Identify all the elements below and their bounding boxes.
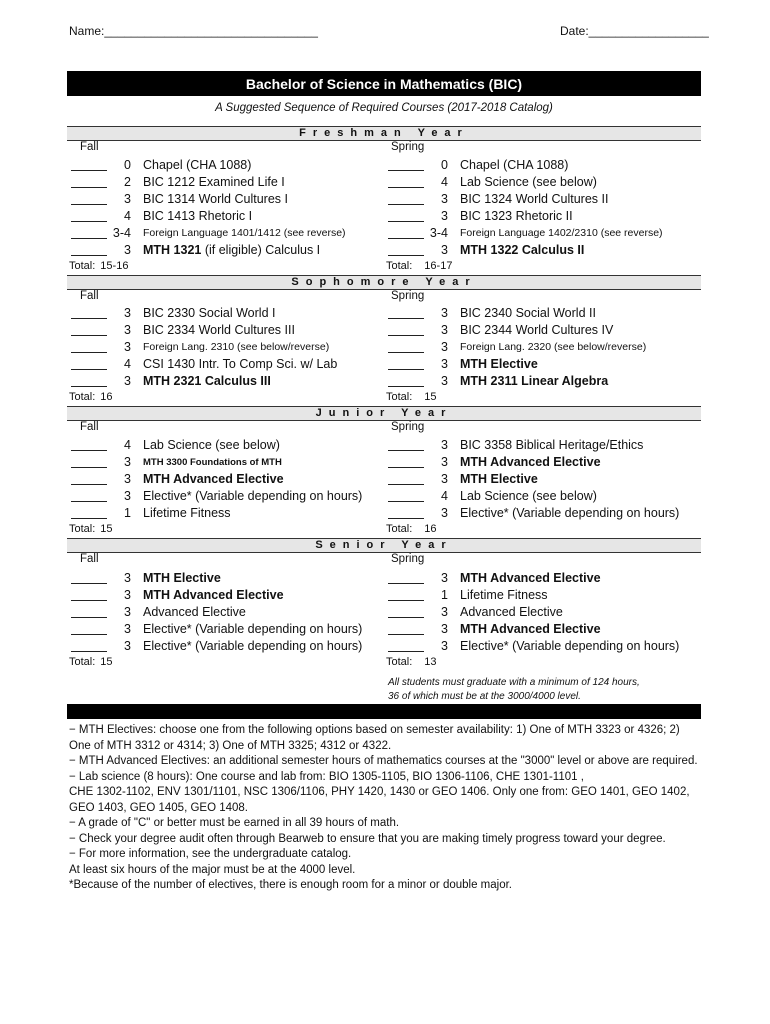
check-blank[interactable]: [71, 518, 107, 519]
course-row: [71, 191, 391, 208]
check-blank[interactable]: [71, 484, 107, 485]
check-blank[interactable]: [388, 583, 424, 584]
credit-hours: 3: [441, 455, 448, 469]
check-blank[interactable]: [71, 501, 107, 502]
credit-hours: 3: [124, 323, 131, 337]
course-row: [388, 356, 708, 373]
course-name: BIC 1314 World Cultures I: [143, 192, 288, 206]
check-blank[interactable]: [388, 221, 424, 222]
course-row: [388, 505, 708, 522]
course-row: [71, 208, 391, 225]
note-lab-science-cont: CHE 1302-1102, ENV 1301/1101, NSC 1306/1106, PHY 1420, 1430 or GEO 1406. Only one from: GEO 1401, GEO 1402, GEO 1403, GEO 1405, GEO 1408.: [69, 786, 690, 814]
credit-hours: 4: [441, 175, 448, 189]
check-blank[interactable]: [388, 187, 424, 188]
course-row: [388, 604, 708, 621]
section-divider-bar: [67, 704, 701, 719]
course-row: [71, 488, 391, 505]
credit-hours: 3: [441, 192, 448, 206]
check-blank[interactable]: [71, 335, 107, 336]
graduation-note: [388, 676, 708, 704]
course-name: Foreign Language 1401/1412 (see reverse): [143, 227, 346, 239]
check-blank[interactable]: [388, 204, 424, 205]
semester-total: [69, 260, 128, 273]
course-row: [71, 242, 391, 259]
total-value: 15: [100, 523, 113, 535]
course-name: Lab Science (see below): [460, 175, 597, 189]
credit-hours: 3: [124, 605, 131, 619]
total-label: Total:: [69, 260, 96, 272]
course-row: [388, 373, 708, 390]
course-name: Lab Science (see below): [460, 489, 597, 503]
check-blank[interactable]: [71, 369, 107, 370]
check-blank[interactable]: [388, 335, 424, 336]
graduation-note-line: All students must graduate with a minimum of 124 hours,: [388, 677, 640, 688]
course-row: [388, 454, 708, 471]
course-row: [71, 373, 391, 390]
credit-hours: 3: [124, 588, 131, 602]
course-row: [71, 225, 391, 242]
course-name: MTH 1322 Calculus II: [460, 243, 585, 257]
check-blank[interactable]: [71, 600, 107, 601]
semester-total: [386, 656, 437, 669]
course-row: [388, 208, 708, 225]
check-blank[interactable]: [388, 634, 424, 635]
credit-hours: 3: [124, 192, 131, 206]
total-label: Total:: [386, 523, 413, 535]
credit-hours: 4: [124, 357, 131, 371]
course-row: [71, 604, 391, 621]
year-title: Freshman Year: [299, 127, 469, 139]
check-blank[interactable]: [71, 221, 107, 222]
total-value: 15: [424, 391, 437, 403]
check-blank[interactable]: [388, 170, 424, 171]
credit-hours: 1: [441, 588, 448, 602]
course-name: MTH Advanced Elective: [460, 571, 601, 585]
credit-hours: 4: [441, 489, 448, 503]
credit-hours: 3-4: [429, 226, 448, 240]
check-blank[interactable]: [71, 450, 107, 451]
credit-hours: 4: [124, 209, 131, 223]
course-row: [71, 587, 391, 604]
course-name: BIC 3358 Biblical Heritage/Ethics: [460, 438, 644, 452]
check-blank[interactable]: [71, 617, 107, 618]
course-name: MTH Advanced Elective: [460, 455, 601, 469]
course-name: MTH Advanced Elective: [143, 588, 284, 602]
year-title: Sophomore Year: [291, 276, 477, 288]
credit-hours: 3: [441, 639, 448, 653]
spring-label: Spring: [391, 421, 425, 433]
course-name: MTH 2311 Linear Algebra: [460, 374, 609, 388]
check-blank[interactable]: [388, 386, 424, 387]
course-row: [71, 339, 391, 356]
course-name: Chapel (CHA 1088): [143, 158, 252, 172]
check-blank[interactable]: [388, 518, 424, 519]
course-row: [71, 621, 391, 638]
note-lab-science: − Lab science (8 hours): One course and lab from: BIO 1305-1105, BIO 1306-1106, CHE 1301-1101 ,: [69, 770, 584, 783]
check-blank[interactable]: [71, 204, 107, 205]
total-label: Total:: [69, 656, 96, 668]
credit-hours: 3: [124, 622, 131, 636]
total-label: Total:: [69, 391, 96, 403]
check-blank[interactable]: [388, 617, 424, 618]
course-row: [388, 305, 708, 322]
semester-total: [386, 523, 437, 536]
course-row: [388, 174, 708, 191]
course-row: [71, 174, 391, 191]
course-row: [388, 638, 708, 655]
course-name: MTH Advanced Elective: [143, 472, 284, 486]
course-name: Elective* (Variable depending on hours): [143, 622, 363, 636]
course-row: [71, 454, 391, 471]
course-name: Chapel (CHA 1088): [460, 158, 569, 172]
credit-hours: 3: [124, 472, 131, 486]
note-grade-requirement: − A grade of "C" or better must be earned in all 39 hours of math.: [69, 817, 400, 829]
credit-hours: 3: [441, 571, 448, 585]
course-row: [71, 638, 391, 655]
total-value: 13: [424, 656, 437, 668]
page-title: Bachelor of Science in Mathematics (BIC): [67, 71, 701, 96]
credit-hours: 3: [441, 472, 448, 486]
check-blank[interactable]: [388, 467, 424, 468]
year-header: [67, 126, 701, 141]
check-blank[interactable]: [388, 501, 424, 502]
credit-hours: 3: [441, 357, 448, 371]
course-name: Lifetime Fitness: [460, 588, 548, 602]
course-name: BIC 2340 Social World II: [460, 306, 596, 320]
course-row: [388, 471, 708, 488]
credit-hours: 4: [124, 438, 131, 452]
course-row: [71, 322, 391, 339]
course-row: [388, 242, 708, 259]
year-header: [67, 406, 701, 421]
course-name: MTH Elective: [460, 472, 538, 486]
course-name: Lab Science (see below): [143, 438, 280, 452]
check-blank[interactable]: [388, 600, 424, 601]
course-row: [71, 471, 391, 488]
credit-hours: 3: [441, 506, 448, 520]
course-row: [388, 157, 708, 174]
total-label: Total:: [386, 656, 413, 668]
course-row: [71, 570, 391, 587]
credit-hours: 3: [124, 340, 131, 354]
course-row: [71, 356, 391, 373]
course-name: MTH 2321 Calculus III: [143, 374, 271, 388]
course-row: [388, 225, 708, 242]
course-name: BIC 1212 Examined Life I: [143, 175, 285, 189]
note-degree-audit: − Check your degree audit often through Bearweb to ensure that you are making timely progress toward your degree.: [69, 832, 666, 845]
course-row: [71, 157, 391, 174]
check-blank[interactable]: [71, 170, 107, 171]
check-blank[interactable]: [388, 238, 424, 239]
course-name: BIC 1324 World Cultures II: [460, 192, 609, 206]
course-row: [388, 570, 708, 587]
check-blank[interactable]: [71, 187, 107, 188]
note-mth-electives: − MTH Electives: choose one from the following options based on semester availability: 1) One of MTH 3323 or 4326; 2) One of MTH 3312 or 4314; 3) One of MTH 3325; 4312 or 4322.: [69, 724, 680, 752]
course-row: [388, 488, 708, 505]
credit-hours: 0: [441, 158, 448, 172]
date-field[interactable]: Date:__________________: [560, 24, 709, 38]
credit-hours: 3: [441, 209, 448, 223]
note-4000-level: At least six hours of the major must be at the 4000 level.: [69, 863, 356, 876]
spring-label: Spring: [391, 290, 425, 302]
check-blank[interactable]: [71, 238, 107, 239]
credit-hours: 3: [124, 571, 131, 585]
course-row: [71, 505, 391, 522]
check-blank[interactable]: [71, 467, 107, 468]
note-mth-advanced-electives: − MTH Advanced Electives: an additional semester hours of mathematics courses at the "3000" level or above are required.: [69, 755, 698, 767]
check-blank[interactable]: [388, 450, 424, 451]
notes-section: [69, 723, 701, 894]
credit-hours: 1: [124, 506, 131, 520]
course-name: [143, 242, 320, 259]
check-blank[interactable]: [71, 255, 107, 256]
total-label: Total:: [69, 523, 96, 535]
semester-total: [386, 260, 452, 273]
course-name: MTH Advanced Elective: [460, 622, 601, 636]
name-field[interactable]: Name:________________________________: [69, 24, 318, 38]
fall-label: Fall: [80, 290, 99, 302]
check-blank[interactable]: [388, 651, 424, 652]
course-row: [388, 339, 708, 356]
credit-hours: 3: [124, 639, 131, 653]
year-title: Junior Year: [315, 407, 453, 419]
check-blank[interactable]: [388, 352, 424, 353]
course-name: CSI 1430 Intr. To Comp Sci. w/ Lab: [143, 357, 338, 371]
total-value: 15: [100, 656, 113, 668]
fall-label: Fall: [80, 141, 99, 153]
check-blank[interactable]: [71, 651, 107, 652]
total-value: 16: [100, 391, 113, 403]
check-blank[interactable]: [71, 318, 107, 319]
credit-hours: 3: [124, 489, 131, 503]
credit-hours: 3: [441, 438, 448, 452]
total-value: 16: [424, 523, 437, 535]
semester-total: [386, 391, 437, 404]
course-row: [388, 437, 708, 454]
course-name: BIC 2344 World Cultures IV: [460, 323, 614, 337]
credit-hours: 3: [441, 605, 448, 619]
course-code: MTH 1321: [143, 243, 202, 257]
note-minor: *Because of the number of electives, there is enough room for a minor or double major.: [69, 879, 512, 891]
credit-hours: 3: [441, 243, 448, 257]
course-name: MTH Elective: [143, 571, 221, 585]
course-name: MTH 3300 Foundations of MTH: [143, 457, 282, 468]
credit-hours: 2: [124, 175, 131, 189]
fall-label: Fall: [80, 553, 99, 565]
credit-hours: 3: [124, 243, 131, 257]
course-name: Elective* (Variable depending on hours): [143, 489, 363, 503]
course-row: [388, 621, 708, 638]
page-subtitle: A Suggested Sequence of Required Courses (2017-2018 Catalog): [215, 102, 553, 114]
total-label: Total:: [386, 391, 413, 403]
course-name: BIC 1323 Rhetoric II: [460, 209, 573, 223]
course-name: Foreign Language 1402/2310 (see reverse): [460, 227, 663, 239]
total-value: 15-16: [100, 260, 129, 272]
year-header: [67, 538, 701, 553]
semester-total: [69, 656, 113, 669]
total-value: 16-17: [424, 260, 453, 272]
credit-hours: 0: [124, 158, 131, 172]
credit-hours: 3: [441, 323, 448, 337]
credit-hours: 3: [124, 374, 131, 388]
course-name: Foreign Lang. 2310 (see below/reverse): [143, 341, 330, 353]
check-blank[interactable]: [388, 255, 424, 256]
check-blank[interactable]: [71, 583, 107, 584]
course-name: BIC 1413 Rhetoric I: [143, 209, 253, 223]
course-name: BIC 2330 Social World I: [143, 306, 276, 320]
semester-total: [69, 523, 113, 536]
course-desc: (if eligible) Calculus I: [201, 243, 321, 257]
spring-label: Spring: [391, 141, 425, 153]
credit-hours: 3: [441, 622, 448, 636]
check-blank[interactable]: [388, 484, 424, 485]
course-name: BIC 2334 World Cultures III: [143, 323, 295, 337]
course-row: [388, 191, 708, 208]
credit-hours: 3: [441, 306, 448, 320]
course-row: [71, 437, 391, 454]
credit-hours: 3: [441, 340, 448, 354]
credit-hours: 3: [124, 306, 131, 320]
course-name: Elective* (Variable depending on hours): [460, 639, 680, 653]
check-blank[interactable]: [388, 318, 424, 319]
course-name: Foreign Lang. 2320 (see below/reverse): [460, 341, 647, 353]
credit-hours: 3: [124, 455, 131, 469]
course-row: [388, 587, 708, 604]
total-label: Total:: [386, 260, 413, 272]
course-name: Lifetime Fitness: [143, 506, 231, 520]
course-name: Elective* (Variable depending on hours): [143, 639, 363, 653]
course-name: Advanced Elective: [460, 605, 563, 619]
note-catalog: − For more information, see the undergraduate catalog.: [69, 848, 352, 860]
credit-hours: 3: [441, 374, 448, 388]
check-blank[interactable]: [71, 386, 107, 387]
year-title: Senior Year: [315, 539, 453, 551]
credit-hours: 3-4: [112, 226, 131, 240]
course-name: Advanced Elective: [143, 605, 246, 619]
check-blank[interactable]: [71, 634, 107, 635]
course-row: [388, 322, 708, 339]
graduation-note-line: 36 of which must be at the 3000/4000 level.: [388, 691, 581, 702]
spring-label: Spring: [391, 553, 425, 565]
course-row: [71, 305, 391, 322]
year-header: [67, 275, 701, 290]
semester-total: [69, 391, 113, 404]
check-blank[interactable]: [388, 369, 424, 370]
check-blank[interactable]: [71, 352, 107, 353]
course-name: MTH Elective: [460, 357, 538, 371]
fall-label: Fall: [80, 421, 99, 433]
course-name: Elective* (Variable depending on hours): [460, 506, 680, 520]
